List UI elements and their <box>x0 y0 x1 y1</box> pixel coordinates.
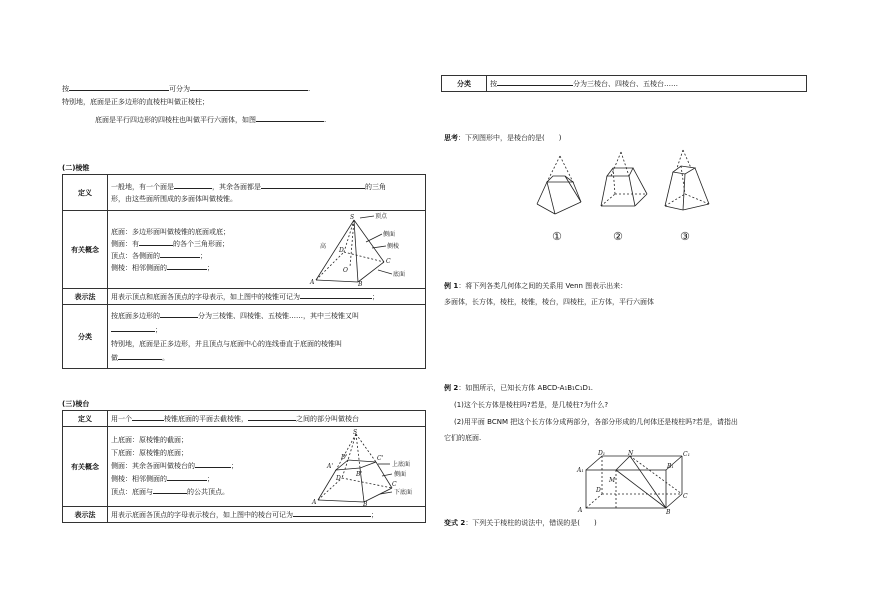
text: 的三角 <box>365 182 386 191</box>
text: 顶点：底面与 <box>111 488 153 496</box>
label-D: D <box>336 475 341 482</box>
frustum-classification <box>487 76 807 92</box>
variant-2-text: ：下列关于棱柱的说法中，错误的是( ) <box>465 519 597 527</box>
label-C: C <box>392 481 397 488</box>
fill-blank[interactable] <box>139 238 173 246</box>
fill-blank[interactable] <box>195 460 231 468</box>
figure-number-2: ② <box>613 230 623 243</box>
text: 下底面：原棱锥的底面； <box>111 449 188 457</box>
row-label-definition: 定义 <box>63 175 108 211</box>
pyramid-notation <box>108 289 426 305</box>
row-label-classification: 分类 <box>63 305 108 369</box>
text: 一般地，有一个面是 <box>111 182 174 191</box>
variant-2-label: 变式 2 <box>444 519 466 527</box>
frustum-concepts <box>108 427 426 507</box>
pyramid-table <box>62 174 426 369</box>
label-M: M <box>609 477 616 484</box>
text: 底面：多边形面叫做棱锥的底面或底； <box>111 227 230 236</box>
label-base: 底面 <box>393 271 406 278</box>
fill-blank[interactable] <box>261 181 365 189</box>
label-D: D <box>596 487 601 494</box>
section-heading-frustum: (三)棱台 <box>62 400 90 408</box>
text: 的各个三角形面； <box>173 239 229 248</box>
text: 的公共顶点。 <box>187 488 229 496</box>
think-figures <box>525 148 740 248</box>
text: ； <box>207 263 214 272</box>
fill-blank[interactable] <box>174 181 212 189</box>
example-1 <box>444 282 627 291</box>
example-1-label: 例 1 <box>444 282 459 290</box>
label-C: C <box>386 258 391 265</box>
label-D: D <box>339 247 344 254</box>
variant-2 <box>444 519 597 528</box>
section-heading-pyramid: (二)棱锥 <box>62 164 90 172</box>
pyramid-classification <box>108 305 426 369</box>
frustum-classification-table <box>441 75 807 92</box>
figure-number-1: ① <box>552 230 562 243</box>
label-C: C <box>683 493 688 500</box>
label-lateral-face: 侧面 <box>394 471 407 478</box>
label-S: S <box>353 429 358 436</box>
text: 用表示顶点和底面各顶点的字母表示，如上图中的棱锥可记为 <box>111 292 300 301</box>
fill-blank[interactable] <box>132 413 164 421</box>
figure-number-3: ③ <box>680 230 690 243</box>
fill-blank[interactable] <box>190 83 308 91</box>
fill-blank[interactable] <box>69 83 169 91</box>
label-A: A <box>312 499 317 506</box>
label-B-prime: B' <box>356 471 363 478</box>
example-2-question-2: (2)用平面 BCNM 把这个长方体分成两部分，各部分形成的几何体还是棱柱吗?若是，请指出 <box>454 418 738 426</box>
label-lower-base: 下底面 <box>394 489 413 496</box>
fill-blank[interactable] <box>248 413 296 421</box>
pyramid-figure <box>298 212 418 286</box>
label-A1: A₁ <box>577 467 584 474</box>
row-label-notation: 表示法 <box>63 507 108 523</box>
text: 侧面：其余各面叫做棱台的 <box>111 462 195 470</box>
text: 形，由这些面所围成的多面体叫做棱锥。 <box>111 194 237 203</box>
label-height: 高 <box>320 243 327 250</box>
think-question <box>444 134 561 143</box>
label-vertex: 顶点 <box>375 213 388 220</box>
label-A: A <box>578 507 583 514</box>
fill-blank[interactable] <box>497 78 573 86</box>
text: ； <box>207 475 214 483</box>
text: 侧棱：相邻侧面的 <box>111 475 167 483</box>
frustum-figure <box>296 428 421 506</box>
label-S: S <box>350 214 355 221</box>
label-B: B <box>666 509 671 515</box>
label-B: B <box>363 501 368 506</box>
label-C1: C₁ <box>683 451 690 458</box>
example-2-text: ：如图所示，已知长方体 ABCD-A₁B₁C₁D₁. <box>458 384 593 392</box>
text: 侧棱：相邻侧面的 <box>111 263 167 272</box>
fill-blank[interactable] <box>167 473 207 481</box>
text: 上底面：原棱锥的截面； <box>111 436 188 444</box>
label-C-prime: C' <box>377 455 384 462</box>
label-O: O <box>343 267 348 274</box>
fill-blank[interactable] <box>153 486 187 494</box>
text: ； <box>371 510 378 519</box>
fill-blank[interactable] <box>160 250 200 258</box>
label-N: N <box>628 450 634 457</box>
fill-blank[interactable] <box>293 509 371 517</box>
pyramid-definition <box>108 175 426 211</box>
fill-blank[interactable] <box>167 262 207 270</box>
text: 用表示底面各顶点的字母表示棱台，如上图中的棱台可记为 <box>111 510 293 519</box>
text: 棱锥底面的平面去截棱锥， <box>164 414 248 423</box>
pyramid-concepts <box>108 211 426 289</box>
example-2-label: 例 2 <box>444 384 459 392</box>
label-A: A <box>310 279 315 286</box>
frustum-definition <box>108 411 426 427</box>
think-text: ：下列图形中，是棱台的是( ) <box>458 134 562 142</box>
text: 用一个 <box>111 414 132 423</box>
text: 按 <box>490 79 497 88</box>
think-label: 思考 <box>444 134 458 142</box>
intro-text-c: 底面是平行四边形的四棱柱也叫做平行六面体，如图 <box>95 116 256 124</box>
row-label-notation: 表示法 <box>63 289 108 305</box>
text: 侧面：有 <box>111 239 139 248</box>
intro-line-2: 特别地，底面是正多边形的直棱柱叫做正棱柱； <box>62 98 209 106</box>
intro-text-b: 可分为 <box>169 85 190 93</box>
text: ； <box>155 325 162 334</box>
label-B1: B₁ <box>667 463 674 470</box>
fill-blank[interactable] <box>111 324 155 332</box>
label-upper-base: 上底面 <box>392 461 411 468</box>
example-2 <box>444 384 593 393</box>
text: 。 <box>162 353 169 362</box>
row-label-concepts: 有关概念 <box>63 211 108 289</box>
example-2-question-2-cont: 它们的底面. <box>444 434 482 442</box>
example-2-question-1: (1)这个长方体是棱柱吗?若是，是几棱柱?为什么? <box>454 401 609 409</box>
label-B: B <box>358 281 363 286</box>
example-1-text: ：将下列各类几何体之间的关系用 Venn 图表示出来： <box>458 282 628 290</box>
label-A-prime: A' <box>327 463 333 470</box>
label-lateral-face: 侧面 <box>383 231 396 238</box>
intro-line-1: 按 可分为 . <box>62 85 311 93</box>
text: 分为三棱台、四棱台、五棱台…… <box>573 79 678 88</box>
text: ； <box>231 462 238 470</box>
fill-blank[interactable] <box>160 310 198 318</box>
text: 分为三棱锥、四棱锥、五棱锥……，其中三棱锥又叫 <box>198 311 359 320</box>
intro-text-a: 按 <box>62 85 69 93</box>
row-label-classification: 分类 <box>442 76 487 92</box>
fill-blank[interactable] <box>300 291 372 299</box>
fill-blank[interactable] <box>118 352 162 360</box>
text: 特别地，底面是正多边形，并且顶点与底面中心的连线垂直于底面的棱锥叫 <box>111 339 342 348</box>
text: ，其余各面都是 <box>212 182 261 191</box>
fill-blank[interactable] <box>256 114 324 122</box>
text: ； <box>372 292 379 301</box>
example-1-list: 多面体，长方体，棱柱，棱锥，棱台，四棱柱，正方体，平行六面体 <box>444 298 654 306</box>
text: 做 <box>111 353 118 362</box>
label-D1: D₁ <box>598 450 606 457</box>
row-label-concepts: 有关概念 <box>63 427 108 507</box>
text: 按底面多边形的 <box>111 311 160 320</box>
frustum-notation <box>108 507 426 523</box>
frustum-table <box>62 410 426 523</box>
label-D-prime: D' <box>341 454 348 461</box>
text: 之间的部分叫做棱台 <box>296 414 359 423</box>
row-label-definition: 定义 <box>63 411 108 427</box>
label-lateral-edge: 侧棱 <box>387 243 400 250</box>
text: ； <box>200 251 207 260</box>
text: 顶点：各侧面的 <box>111 251 160 260</box>
cuboid-figure <box>574 450 694 515</box>
intro-line-3: 底面是平行四边形的四棱柱也叫做平行六面体，如图 . <box>95 116 327 124</box>
